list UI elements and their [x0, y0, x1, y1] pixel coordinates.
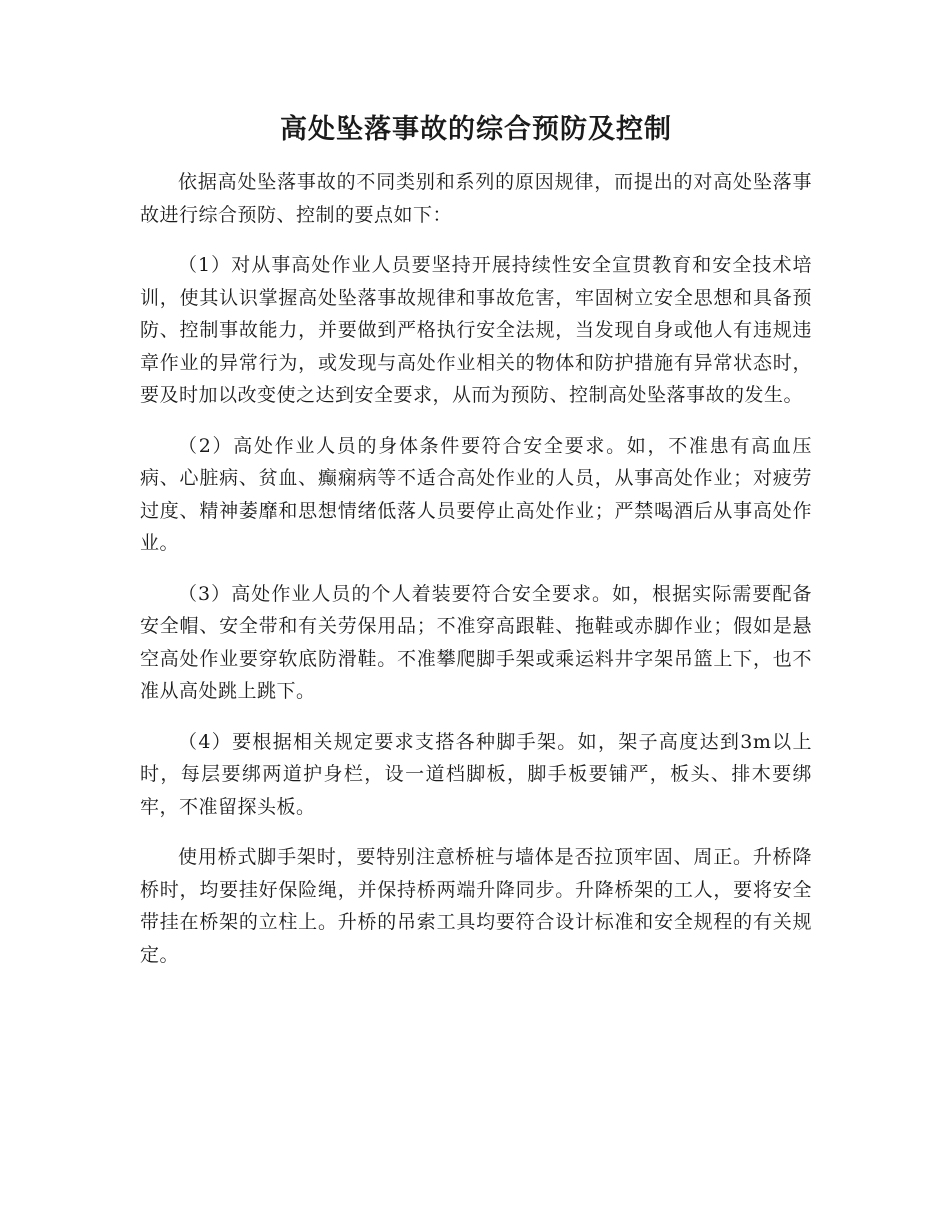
bridge-scaffold-paragraph: 使用桥式脚手架时，要特别注意桥桩与墙体是否拉顶牢固、周正。升桥降桥时，均要挂好保险绳，并保持桥两端升降同步。升降桥架的工人，要将安全带挂在桥架的立柱上。升桥的吊索工具均要符合设计标准和安全规程的有关规定。	[140, 846, 812, 966]
point-3-paragraph: （3）高处作业人员的个人着装要符合安全要求。如，根据实际需要配备安全帽、安全带和有关劳保用品；不准穿高跟鞋、拖鞋或赤脚作业；假如是悬空高处作业要穿软底防滑鞋。不准攀爬脚手架或乘运料井字架吊篮上下，也不准从高处跳上跳下。	[140, 582, 812, 702]
document-title: 高处坠落事故的综合预防及控制	[280, 114, 672, 145]
document-page	[140, 108, 812, 989]
intro-paragraph: 依据高处坠落事故的不同类别和系列的原因规律，而提出的对高处坠落事故进行综合预防、控制的要点如下：	[140, 171, 812, 226]
point-1-paragraph: （1）对从事高处作业人员要坚持开展持续性安全宣贯教育和安全技术培训，使其认识掌握高处坠落事故规律和事故危害，牢固树立安全思想和具备预防、控制事故能力，并要做到严格执行安全法规，当发现自身或他人有违规违章作业的异常行为，或发现与高处作业相关的物体和防护措施有异常状态时，要及时加以改变使之达到安全要求，从而为预防、控制高处坠落事故的发生。	[140, 254, 812, 406]
point-2-paragraph: （2）高处作业人员的身体条件要符合安全要求。如，不准患有高血压病、心脏病、贫血、癫痫病等不适合高处作业的人员，从事高处作业；对疲劳过度、精神萎靡和思想情绪低落人员要停止高处作业；严禁喝酒后从事高处作业。	[140, 434, 812, 554]
point-4-paragraph: （4）要根据相关规定要求支搭各种脚手架。如，架子高度达到3m以上时，每层要绑两道护身栏，设一道档脚板，脚手板要铺严，板头、排木要绑牢，不准留探头板。	[140, 730, 812, 818]
